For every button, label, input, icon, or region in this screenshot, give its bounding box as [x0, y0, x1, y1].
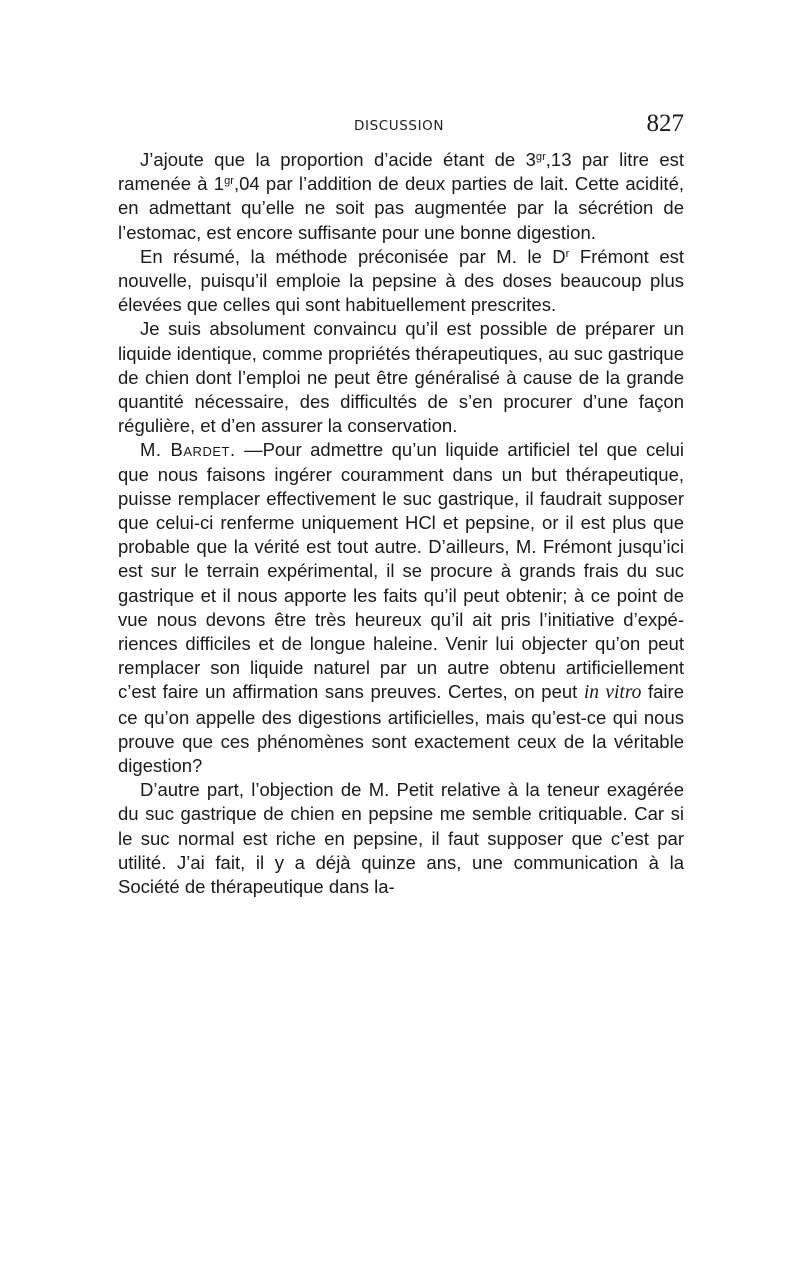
paragraph-1-text-a: J’ajoute que la proportion d’acide étant de 3 [140, 149, 536, 170]
superscript-gr-2: gr [224, 175, 234, 188]
paragraph-5: D’autre part, l’objection de M. Petit relative à la teneur exagérée du suc gastrique de chien en pepsine me semble critiquable. Car si le suc normal est riche en pepsine, il faut supposer que c’est par utilité. J’ai fait, il y a déjà quinze ans, une communication à la Société de thérapeutique dans la- [118, 779, 684, 898]
paragraph-2 [118, 245, 684, 318]
paragraph-1-text-c: ,04 par l’addition de deux parties de lait. Cette acidité, en admettant qu’elle ne soit pas augmentée par la sécrétion de l’estomac, est encore suffisante pour une bonne digestion. [118, 173, 684, 243]
paragraph-4-text-b: faire ce qu’on appelle des digestions artificielles, mais qu’est-ce qui nous prouve que ces phénomènes sont exactement ceux de la véritable digestion? [118, 681, 684, 777]
paragraph-1 [118, 148, 684, 245]
paragraph-2-text-a: En résumé, la méthode préconisée par M. le D [140, 245, 566, 267]
speaker-name: M. Bardet. [140, 439, 236, 461]
paragraph-3: Je suis absolument convaincu qu’il est possible de préparer un liquide identique, comme propriétés thérapeutiques, au suc gastrique de chien dont l’emploi ne peut être généralisé à cause de la grande quantité nécessaire, des difficultés de s’en procurer d’une façon régulière, et d’en assurer la conservation. [118, 318, 684, 437]
paragraph-2-text-b: Frémont est nouvelle, puisqu’il emploie la pepsine à des doses beaucoup plus élevées que celles qui sont habituellement prescrites. [118, 245, 684, 316]
running-head [118, 108, 684, 142]
superscript-gr-1: gr [535, 150, 546, 163]
paragraph-4 [118, 438, 684, 778]
italic-phrase: in vitro [583, 682, 642, 704]
paragraph-1-text-b: ,13 par litre est ramenée à 1 [118, 149, 684, 195]
page-number: 827 [646, 110, 684, 137]
running-title: DISCUSSION [354, 118, 445, 134]
body-text [118, 148, 684, 899]
paragraph-4-text-a: —Pour admettre qu’un liquide artificiel tel que celui que nous faisons ingérer couramment dans un but thérapeutique, puisse remplacer effectivement le suc gastrique, il faudrait supposer que celui-ci renferme uniquement HCl et pepsine, or il est plus que probable que la vérité est tout autre. D’ailleurs, M. Frémont jusqu’ici est sur le terrain expérimental, il se procure à grands frais du suc gastrique et il nous apporte les faits qu’il peut obtenir; à ce point de vue nous devons être très heureux qu’il ait pris l’initiative d’expériences difficiles et de longue haleine. Venir lui objecter qu’on peut remplacer son liquide naturel par un autre obtenu artificiellement c’est faire un affirmation sans preuves. Certes, on peut [118, 439, 684, 703]
superscript-dr: r [565, 247, 570, 260]
